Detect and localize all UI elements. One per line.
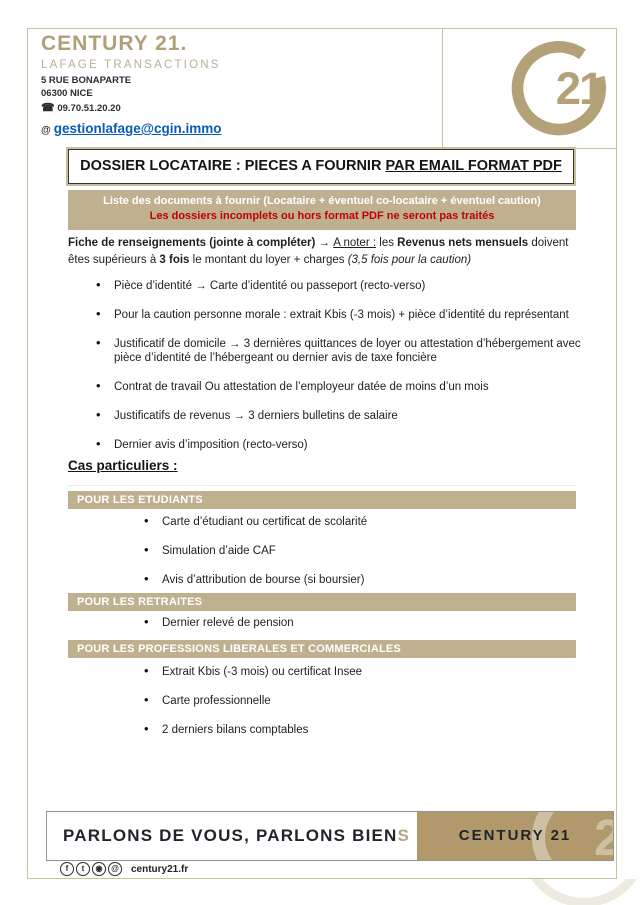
svg-text:21: 21 [555, 63, 603, 115]
email-link[interactable]: gestionlafage@cgin.immo [53, 121, 222, 136]
section-header-professions: POUR LES PROFESSIONS LIBERALES ET COMMERCIALES [68, 640, 576, 658]
page-border-frame [27, 28, 620, 879]
list-item: • Dernier relevé de pension [136, 616, 576, 630]
intro-paragraph [68, 235, 590, 269]
footer-brand: CENTURY 21 [458, 827, 572, 844]
list-item: • 2 derniers bilans comptables [136, 723, 576, 737]
list-item: • Contrat de travail Ou attestation de l’employeur datée de moins d’un mois [88, 380, 585, 394]
footer-slogan [63, 812, 410, 860]
list-item: • Simulation d’aide CAF [136, 544, 576, 558]
phone-icon: ☎ [41, 102, 55, 114]
twitter-icon[interactable]: t [76, 862, 90, 876]
agency-name: LAFAGE TRANSACTIONS [41, 59, 221, 71]
intro-bold-1: Fiche de renseignements (jointe à compléter) [68, 237, 319, 249]
list-item: • Justificatif de domicile → 3 dernières quittances de loyer ou attestation d’hébergement avec pièce d’identité de l’hébergeant ou dernier avis de taxe foncière [88, 337, 585, 365]
address-line-2: 06300 NICE [41, 88, 93, 99]
special-cases-heading: Cas particuliers : [68, 458, 178, 473]
list-item: • Carte d’étudiant ou certificat de scolarité [136, 515, 576, 529]
social-links-row [60, 862, 188, 876]
notice-line-1: Liste des documents à fournir (Locataire + éventuel co-locataire + éventuel caution) [103, 195, 541, 207]
phone-row [41, 101, 431, 114]
footer-banner [46, 809, 620, 867]
footer-brand-box [417, 809, 620, 867]
arrow-icon: → [318, 237, 334, 249]
slogan-accent-letter: S [397, 826, 411, 845]
title-underlined: PAR EMAIL FORMAT PDF [385, 158, 562, 174]
students-list [136, 515, 576, 602]
facebook-icon[interactable]: f [60, 862, 74, 876]
at-circle-icon[interactable]: @ [108, 862, 122, 876]
watermark-arc-icon [520, 879, 640, 905]
notice-banner [68, 190, 576, 230]
agency-brand-wordmark: CENTURY 21. [41, 32, 188, 55]
website-link[interactable]: century21.fr [131, 863, 189, 875]
intro-text-1: les [376, 237, 398, 249]
list-item: • Pour la caution personne morale : extrait Kbis (-3 mois) + pièce d’identité du représentant [88, 308, 585, 322]
logo-cell [442, 28, 617, 149]
email-row [41, 121, 431, 136]
list-item: • Carte professionnelle [136, 694, 576, 708]
documents-list [88, 279, 585, 467]
list-item: • Extrait Kbis (-3 mois) ou certificat Insee [136, 665, 576, 679]
instagram-icon[interactable]: ◉ [92, 862, 106, 876]
list-item: • Dernier avis d’imposition (recto-verso) [88, 438, 585, 452]
list-item: • Justificatifs de revenus → 3 derniers bulletins de salaire [88, 409, 585, 423]
list-item: • Avis d’attribution de bourse (si boursier) [136, 573, 576, 587]
document-title [68, 149, 574, 184]
century21-seal-icon [509, 33, 615, 139]
svg-text:2: 2 [593, 809, 620, 867]
title-main: DOSSIER LOCATAIRE : PIECES A FOURNIR [80, 158, 386, 174]
intro-text-2: doivent êtes supérieurs à [68, 237, 569, 266]
section-header-students: POUR LES ETUDIANTS [68, 491, 576, 509]
slogan-text: PARLONS DE VOUS, PARLONS BIEN [63, 826, 398, 845]
at-icon: @ [41, 125, 51, 136]
list-item: • Pièce d’identité → Carte d’identité ou passeport (recto-verso) [88, 279, 585, 293]
intro-text-3: le montant du loyer + charges [189, 254, 348, 266]
watermark-arc-clip [518, 879, 640, 905]
intro-bold-3: 3 fois [159, 254, 190, 266]
intro-bold-2: Revenus nets mensuels [397, 237, 529, 249]
professions-list [136, 665, 576, 752]
phone-number: 09.70.51.20.20 [57, 103, 121, 114]
letterhead [41, 32, 431, 136]
address-line-1: 5 RUE BONAPARTE [41, 75, 132, 86]
intro-underline: A noter : [333, 237, 377, 249]
section-header-retirees: POUR LES RETRAITES [68, 593, 576, 611]
intro-italic: (3,5 fois pour la caution) [347, 254, 472, 266]
notice-line-2-warning: Les dossiers incomplets ou hors format PDF ne seront pas traités [149, 210, 495, 222]
divider [68, 485, 576, 486]
